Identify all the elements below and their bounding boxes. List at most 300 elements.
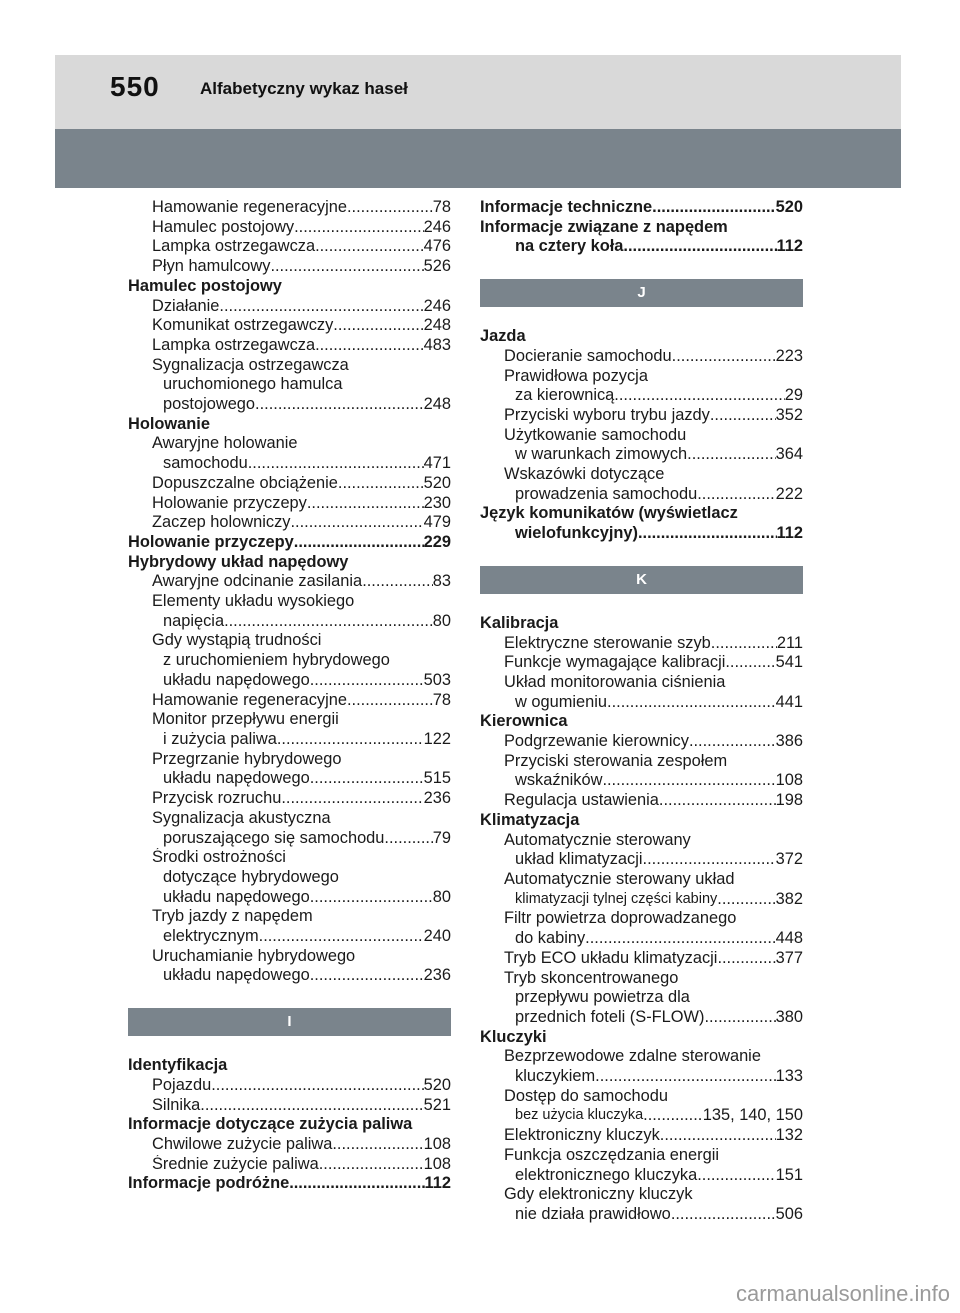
entry-text: i zużycia paliwa <box>163 729 277 748</box>
index-column-right <box>480 198 803 1225</box>
leader-dots <box>332 1135 423 1155</box>
entry-text: Holowanie <box>128 414 210 433</box>
leader-dots <box>643 1106 703 1126</box>
page-ref: 108 <box>423 1134 451 1153</box>
entry-text: Prawidłowa pozycja <box>504 366 648 385</box>
leader-dots <box>255 395 424 415</box>
leader-dots <box>219 297 423 317</box>
entry-text: w warunkach zimowych <box>515 445 688 464</box>
page-ref: 236 <box>423 789 451 808</box>
entry-text: Elementy układu wysokiego <box>152 592 355 611</box>
entry-text: do kabiny <box>515 929 586 948</box>
entry-text: Sygnalizacja ostrzegawcza <box>152 355 349 374</box>
page-ref: 246 <box>423 296 451 315</box>
entry-text: Docieranie samochodu <box>504 346 672 365</box>
entry-text: układu napędowego <box>163 769 310 788</box>
entry-text: dotyczące hybrydowego <box>163 867 339 886</box>
leader-dots <box>672 347 776 367</box>
leader-dots <box>347 198 433 218</box>
entry-text: elektronicznego kluczyka <box>515 1165 698 1184</box>
index-entry <box>480 524 803 544</box>
index-heading <box>128 277 451 297</box>
index-entry <box>128 474 451 494</box>
page-ref: 151 <box>775 1165 803 1184</box>
index-entry <box>480 909 803 929</box>
index-entry <box>480 1106 803 1126</box>
entry-text: Hamowanie regeneracyjne <box>152 690 347 709</box>
index-entry <box>128 1076 451 1096</box>
index-entry <box>480 1185 803 1205</box>
entry-text: Pojazdu <box>152 1075 212 1094</box>
page-ref: 382 <box>775 889 803 908</box>
entry-text: poruszającego się samochodu <box>163 828 385 847</box>
index-entry <box>128 198 451 218</box>
page-ref: 364 <box>775 445 803 464</box>
page-ref: 108 <box>423 1154 451 1173</box>
page-ref: 223 <box>775 346 803 365</box>
page-ref: 483 <box>423 335 451 354</box>
entry-text: wskaźników <box>515 771 603 790</box>
entry-text: Płyn hamulcowy <box>152 257 271 276</box>
page-ref: 229 <box>423 532 451 551</box>
entry-text: bez użycia kluczyka <box>515 1107 644 1124</box>
entry-text: uruchomionego hamulca <box>163 375 343 394</box>
entry-text: Środki ostrożności <box>152 848 286 867</box>
entry-text: Dostęp do samochodu <box>504 1086 669 1105</box>
leader-dots <box>333 316 423 336</box>
entry-text: Gdy elektroniczny kluczyk <box>504 1185 693 1204</box>
entry-text: kluczykiem <box>515 1067 596 1086</box>
page-ref: 441 <box>775 692 803 711</box>
leader-dots <box>623 237 776 257</box>
entry-text: Kalibracja <box>480 613 559 632</box>
leader-dots <box>697 485 775 505</box>
index-entry <box>480 1008 803 1028</box>
entry-text: w ogumieniu <box>515 692 608 711</box>
entry-text: Bezprzewodowe zdalne sterowanie <box>504 1047 761 1066</box>
entry-text: Elektroniczny kluczyk <box>504 1126 660 1145</box>
page-ref: 240 <box>423 927 451 946</box>
page-ref: 79 <box>432 828 451 847</box>
entry-text: wielofunkcyjny) <box>515 524 638 543</box>
entry-text: układ klimatyzacji <box>515 850 643 869</box>
entry-text: Automatycznie sterowany układ <box>504 869 735 888</box>
entry-text: Hybrydowy układ napędowy <box>128 552 349 571</box>
page-ref: 236 <box>423 966 451 985</box>
index-entry <box>128 1135 451 1155</box>
index-entry <box>128 395 451 415</box>
leader-dots <box>602 771 775 791</box>
page-ref: 352 <box>775 405 803 424</box>
page-ref: 132 <box>775 1126 803 1145</box>
entry-text: Informacje dotyczące zużycia paliwa <box>128 1115 413 1134</box>
entry-text: Informacje techniczne <box>480 198 653 216</box>
entry-text: Działanie <box>152 296 220 315</box>
leader-dots <box>294 218 424 238</box>
page-ref: 108 <box>775 771 803 790</box>
index-entry <box>128 710 451 730</box>
index-entry <box>128 592 451 612</box>
index-heading <box>128 1174 451 1194</box>
leader-dots <box>310 888 433 908</box>
index-entry <box>480 831 803 851</box>
index-entry <box>480 1067 803 1087</box>
index-entry <box>480 386 803 406</box>
page-ref: 29 <box>784 386 803 405</box>
entry-text: Hamowanie regeneracyjne <box>152 198 347 216</box>
leader-dots <box>248 454 424 474</box>
index-entry <box>128 829 451 849</box>
entry-text: Funkcje wymagające kalibracji <box>504 653 726 672</box>
index-entry <box>128 513 451 533</box>
entry-text: Chwilowe zużycie paliwa <box>152 1134 333 1153</box>
page-ref: 386 <box>775 732 803 751</box>
leader-dots <box>725 653 775 673</box>
entry-text: Sygnalizacja akustyczna <box>152 808 331 827</box>
index-heading <box>480 712 803 732</box>
page-ref: 448 <box>775 929 803 948</box>
leader-dots <box>211 1076 423 1096</box>
index-entry <box>128 671 451 691</box>
leader-dots <box>310 671 424 691</box>
watermark: carmanualsonline.info <box>735 1281 950 1306</box>
entry-text: Użytkowanie samochodu <box>504 425 687 444</box>
page-ref: 471 <box>423 454 451 473</box>
index-entry <box>128 769 451 789</box>
page-ref: 198 <box>775 791 803 810</box>
index-heading <box>480 198 803 218</box>
entry-text: samochodu <box>163 454 248 473</box>
leader-dots <box>652 198 775 218</box>
entry-text: Awaryjne holowanie <box>152 434 298 453</box>
leader-dots <box>315 237 424 257</box>
entry-text: Hamulec postojowy <box>152 217 295 236</box>
leader-dots <box>338 474 424 494</box>
page-ref: 479 <box>423 513 451 532</box>
leader-dots <box>595 1067 775 1087</box>
page-ref: 520 <box>423 473 451 492</box>
leader-dots <box>697 1166 775 1186</box>
entry-text: Przycisk rozruchu <box>152 789 282 808</box>
section-letter-j: J <box>480 279 803 307</box>
index-entry <box>128 218 451 238</box>
page-header <box>55 55 901 129</box>
entry-text: przednich foteli (S-FLOW) <box>515 1007 705 1026</box>
index-entry <box>480 890 803 910</box>
page-ref: 372 <box>775 850 803 869</box>
page-ref: 78 <box>432 690 451 709</box>
page-ref: 83 <box>432 572 451 591</box>
index-entry <box>128 1096 451 1116</box>
leader-dots <box>224 612 433 632</box>
index-entry <box>128 848 451 868</box>
index-entry <box>480 752 803 772</box>
index-entry <box>480 653 803 673</box>
page-ref: 380 <box>775 1007 803 1026</box>
index-entry <box>480 693 803 713</box>
index-entry <box>480 929 803 949</box>
entry-text: elektrycznym <box>163 927 259 946</box>
index-entry <box>480 870 803 890</box>
page-ref: 248 <box>423 395 451 414</box>
page-number: 550 <box>110 71 160 102</box>
index-entry <box>128 237 451 257</box>
index-heading <box>480 614 803 634</box>
entry-text: Hamulec postojowy <box>128 276 282 295</box>
index-entry <box>480 1087 803 1107</box>
entry-text: Jazda <box>480 327 526 346</box>
page-ref: 112 <box>776 524 803 543</box>
index-entry <box>128 612 451 632</box>
leader-dots <box>717 949 775 969</box>
entry-text: z uruchomieniem hybrydowego <box>163 651 390 670</box>
entry-text: prowadzenia samochodu <box>515 484 698 503</box>
index-entry <box>128 631 451 651</box>
entry-text: Holowanie przyczepy <box>152 493 307 512</box>
index-entry <box>128 888 451 908</box>
entry-text: Dopuszczalne obciążenie <box>152 473 338 492</box>
index-entry <box>480 1126 803 1146</box>
index-entry <box>480 1205 803 1225</box>
leader-dots <box>362 572 433 592</box>
leader-dots <box>270 257 423 277</box>
entry-text: Wskazówki dotyczące <box>504 465 665 484</box>
leader-dots <box>638 524 777 544</box>
index-entry <box>128 927 451 947</box>
page-ref: 526 <box>423 257 451 276</box>
leader-dots <box>384 829 432 849</box>
entry-text: postojowego <box>163 395 256 414</box>
index-entry <box>128 1155 451 1175</box>
leader-dots <box>711 634 777 654</box>
page-ref: 246 <box>423 217 451 236</box>
index-entry <box>480 1166 803 1186</box>
page-ref: 520 <box>775 198 803 216</box>
page-ref: 230 <box>423 493 451 512</box>
entry-text: Tryb jazdy z napędem <box>152 907 313 926</box>
index-entry <box>128 297 451 317</box>
leader-dots <box>281 789 423 809</box>
entry-text: Holowanie przyczepy <box>128 532 294 551</box>
entry-text: Uruchamianie hybrydowego <box>152 946 356 965</box>
index-entry <box>480 237 803 257</box>
page-ref: 78 <box>432 198 451 216</box>
page-ref: 133 <box>775 1067 803 1086</box>
index-entry <box>128 651 451 671</box>
page-ref: 122 <box>423 729 451 748</box>
entry-text: Silnika <box>152 1095 201 1114</box>
entry-text: Przyciski wyboru trybu jazdy <box>504 405 710 424</box>
index-entry <box>480 732 803 752</box>
entry-text: Tryb skoncentrowanego <box>504 968 679 987</box>
leader-dots <box>689 732 776 752</box>
leader-dots <box>289 1174 424 1194</box>
index-heading <box>480 504 803 524</box>
leader-dots <box>310 769 424 789</box>
page-title: Alfabetyczny wykaz haseł <box>200 79 408 98</box>
entry-text: przepływu powietrza dla <box>515 988 690 1007</box>
index-entry <box>128 730 451 750</box>
leader-dots <box>671 1205 776 1225</box>
entry-text: za kierownicą <box>515 386 615 405</box>
entry-text: Informacje związane z napędem <box>480 217 728 236</box>
index-heading <box>128 533 451 553</box>
entry-text: Automatycznie sterowany <box>504 830 691 849</box>
index-entry <box>128 434 451 454</box>
entry-text: Lampka ostrzegawcza <box>152 237 316 256</box>
leader-dots <box>315 336 424 356</box>
page-ref: 211 <box>776 633 803 652</box>
index-entry <box>128 691 451 711</box>
index-heading <box>480 327 803 347</box>
leader-dots <box>659 791 776 811</box>
index-entry <box>128 494 451 514</box>
leader-dots <box>687 445 775 465</box>
index-entry <box>128 907 451 927</box>
leader-dots <box>310 966 424 986</box>
entry-text: Filtr powietrza doprowadzanego <box>504 909 737 928</box>
index-entry <box>480 465 803 485</box>
page-ref: 476 <box>423 237 451 256</box>
entry-text: układu napędowego <box>163 887 310 906</box>
entry-text: Gdy wystąpią trudności <box>152 631 322 650</box>
page-ref: 80 <box>432 611 451 630</box>
entry-text: Kluczyki <box>480 1027 547 1046</box>
leader-dots <box>319 1155 424 1175</box>
entry-text: Tryb ECO układu klimatyzacji <box>504 948 718 967</box>
index-entry <box>480 485 803 505</box>
leader-dots <box>307 494 424 514</box>
index-entry <box>128 947 451 967</box>
index-entry <box>128 809 451 829</box>
index-entry <box>128 316 451 336</box>
entry-text: na cztery koła <box>515 237 624 256</box>
entry-text: Przyciski sterowania zespołem <box>504 751 728 770</box>
leader-dots <box>585 929 775 949</box>
entry-text: Regulacja ustawienia <box>504 791 659 810</box>
page-ref: 377 <box>775 948 803 967</box>
entry-text: Komunikat ostrzegawczy <box>152 316 334 335</box>
entry-text: klimatyzacji tylnej części kabiny <box>515 890 718 907</box>
entry-text: Klimatyzacja <box>480 810 580 829</box>
index-entry <box>128 257 451 277</box>
index-entry <box>480 791 803 811</box>
index-heading <box>128 415 451 435</box>
index-entry <box>480 949 803 969</box>
index-entry <box>480 634 803 654</box>
entry-text: Przegrzanie hybrydowego <box>152 749 342 768</box>
page-ref: 112 <box>424 1174 451 1193</box>
index-entry <box>128 375 451 395</box>
page-ref: 506 <box>775 1204 803 1223</box>
leader-dots <box>294 533 424 553</box>
page-ref: 248 <box>423 316 451 335</box>
section-letter-k: K <box>480 566 803 594</box>
page-ref: 520 <box>423 1075 451 1094</box>
section-letter-i: I <box>128 1008 451 1036</box>
index-entry <box>480 969 803 989</box>
index-entry <box>128 868 451 888</box>
entry-text: Funkcja oszczędzania energii <box>504 1145 720 1164</box>
leader-dots <box>200 1096 423 1116</box>
index-entry <box>128 750 451 770</box>
entry-text: napięcia <box>163 611 225 630</box>
index-entry <box>480 406 803 426</box>
index-column-left <box>128 198 451 1194</box>
index-entry <box>128 336 451 356</box>
index-entry <box>128 572 451 592</box>
leader-dots <box>717 890 775 910</box>
page-ref: 515 <box>423 769 451 788</box>
index-entry <box>480 1146 803 1166</box>
page-ref: 541 <box>775 653 803 672</box>
entry-text: Średnie zużycie paliwa <box>152 1154 319 1173</box>
index-entry <box>480 367 803 387</box>
index-heading <box>480 218 803 238</box>
entry-text: Układ monitorowania ciśnienia <box>504 672 726 691</box>
page-ref: 521 <box>423 1095 451 1114</box>
leader-dots <box>704 1008 775 1028</box>
page-ref: 503 <box>423 670 451 689</box>
leader-dots <box>290 513 423 533</box>
index-entry <box>480 850 803 870</box>
entry-text: Elektryczne sterowanie szyb <box>504 633 711 652</box>
index-heading <box>480 1028 803 1048</box>
leader-dots <box>614 386 784 406</box>
index-entry <box>480 347 803 367</box>
leader-dots <box>607 693 776 713</box>
entry-text: Informacje podróżne <box>128 1174 290 1193</box>
entry-text: Awaryjne odcinanie zasilania <box>152 572 363 591</box>
index-entry <box>480 445 803 465</box>
entry-text: układu napędowego <box>163 966 310 985</box>
entry-text: Identyfikacja <box>128 1056 228 1075</box>
page-ref: 80 <box>432 887 451 906</box>
leader-dots <box>710 406 776 426</box>
index-entry <box>480 426 803 446</box>
index-entry <box>128 454 451 474</box>
entry-text: układu napędowego <box>163 670 310 689</box>
header-band <box>55 129 901 188</box>
index-entry <box>480 1047 803 1067</box>
index-heading <box>128 553 451 573</box>
index-heading <box>480 811 803 831</box>
index-entry <box>128 789 451 809</box>
entry-text: Zaczep holowniczy <box>152 513 291 532</box>
entry-text: nie działa prawidłowo <box>515 1204 671 1223</box>
leader-dots <box>643 850 776 870</box>
index-entry <box>128 966 451 986</box>
entry-text: Język komunikatów (wyświetlacz <box>480 504 738 523</box>
index-entry <box>128 356 451 376</box>
page-ref: 112 <box>776 237 803 256</box>
entry-text: Monitor przepływu energii <box>152 710 339 729</box>
leader-dots <box>277 730 424 750</box>
index-heading <box>128 1056 451 1076</box>
entry-text: Podgrzewanie kierownicy <box>504 732 689 751</box>
index-heading <box>128 1115 451 1135</box>
page-ref: 135, 140, 150 <box>702 1106 803 1125</box>
page-ref: 222 <box>775 484 803 503</box>
leader-dots <box>660 1126 776 1146</box>
leader-dots <box>347 691 433 711</box>
leader-dots <box>259 927 424 947</box>
entry-text: Lampka ostrzegawcza <box>152 335 316 354</box>
index-entry <box>480 673 803 693</box>
entry-text: Kierownica <box>480 712 568 731</box>
index-entry <box>480 988 803 1008</box>
index-entry <box>480 771 803 791</box>
